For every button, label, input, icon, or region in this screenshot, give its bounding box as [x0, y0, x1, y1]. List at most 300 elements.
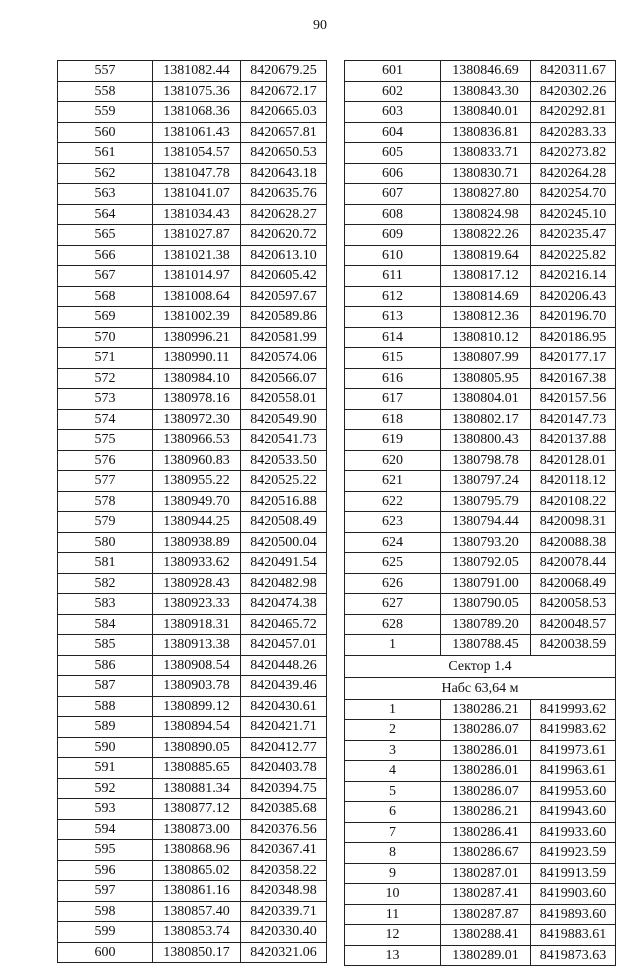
- y-coordinate-cell: 8420516.88: [241, 491, 327, 512]
- y-coordinate-cell: 8420339.71: [241, 901, 327, 922]
- point-number-cell: 614: [345, 327, 441, 348]
- table-row: [345, 184, 616, 205]
- point-number-cell: 599: [58, 922, 153, 943]
- y-coordinate-cell: 8420508.49: [241, 512, 327, 533]
- x-coordinate-cell: 1380793.20: [441, 532, 531, 553]
- x-coordinate-cell: 1380996.21: [153, 327, 241, 348]
- y-coordinate-cell: 8420283.33: [531, 122, 616, 143]
- point-number-cell: 567: [58, 266, 153, 287]
- point-number-cell: 565: [58, 225, 153, 246]
- x-coordinate-cell: 1380789.20: [441, 614, 531, 635]
- point-number-cell: 612: [345, 286, 441, 307]
- table-row: [58, 717, 327, 738]
- y-coordinate-cell: 8420147.73: [531, 409, 616, 430]
- table-row: [345, 594, 616, 615]
- point-number-cell: 564: [58, 204, 153, 225]
- x-coordinate-cell: 1380817.12: [441, 266, 531, 287]
- table-row: [345, 81, 616, 102]
- point-number-cell: 617: [345, 389, 441, 410]
- y-coordinate-cell: 8420482.98: [241, 573, 327, 594]
- x-coordinate-cell: 1380810.12: [441, 327, 531, 348]
- table-row: [58, 491, 327, 512]
- point-number-cell: 603: [345, 102, 441, 123]
- y-coordinate-cell: 8420643.18: [241, 163, 327, 184]
- x-coordinate-cell: 1381027.87: [153, 225, 241, 246]
- table-row: [345, 368, 616, 389]
- y-coordinate-cell: 8420118.12: [531, 471, 616, 492]
- sector-subtitle: Набс 63,64 м: [345, 677, 616, 699]
- table-row: [58, 594, 327, 615]
- table-row: [345, 532, 616, 553]
- table-row: [345, 348, 616, 369]
- x-coordinate-cell: 1380794.44: [441, 512, 531, 533]
- table-row: [58, 696, 327, 717]
- point-number-cell: 559: [58, 102, 153, 123]
- x-coordinate-cell: 1380289.01: [441, 945, 531, 966]
- x-coordinate-cell: 1380972.30: [153, 409, 241, 430]
- y-coordinate-cell: 8419923.59: [531, 843, 616, 864]
- table-row: [58, 799, 327, 820]
- x-coordinate-cell: 1381068.36: [153, 102, 241, 123]
- table-row: [58, 163, 327, 184]
- table-row: [58, 676, 327, 697]
- table-row: [345, 740, 616, 761]
- point-number-cell: 624: [345, 532, 441, 553]
- point-number-cell: 588: [58, 696, 153, 717]
- table-row: [345, 471, 616, 492]
- y-coordinate-cell: 8420620.72: [241, 225, 327, 246]
- y-coordinate-cell: 8419913.59: [531, 863, 616, 884]
- point-number-cell: 606: [345, 163, 441, 184]
- table-row: [58, 532, 327, 553]
- point-number-cell: 8: [345, 843, 441, 864]
- table-row: [345, 822, 616, 843]
- x-coordinate-cell: 1380868.96: [153, 840, 241, 861]
- x-coordinate-cell: 1380287.41: [441, 884, 531, 905]
- table-row: [345, 843, 616, 864]
- table-row: [58, 81, 327, 102]
- y-coordinate-cell: 8420541.73: [241, 430, 327, 451]
- point-number-cell: 620: [345, 450, 441, 471]
- table-row: [58, 614, 327, 635]
- point-number-cell: 6: [345, 802, 441, 823]
- table-row: [345, 430, 616, 451]
- x-coordinate-cell: 1380933.62: [153, 553, 241, 574]
- x-coordinate-cell: 1380955.22: [153, 471, 241, 492]
- x-coordinate-cell: 1380830.71: [441, 163, 531, 184]
- x-coordinate-cell: 1381054.57: [153, 143, 241, 164]
- point-number-cell: 586: [58, 655, 153, 676]
- table-row: [58, 122, 327, 143]
- point-number-cell: 626: [345, 573, 441, 594]
- point-number-cell: 573: [58, 389, 153, 410]
- point-number-cell: 592: [58, 778, 153, 799]
- y-coordinate-cell: 8419933.60: [531, 822, 616, 843]
- table-row: [58, 389, 327, 410]
- table-row: [345, 553, 616, 574]
- x-coordinate-cell: 1380824.98: [441, 204, 531, 225]
- x-coordinate-cell: 1380286.21: [441, 699, 531, 720]
- table-row: [58, 471, 327, 492]
- table-row: [345, 143, 616, 164]
- y-coordinate-cell: 8420254.70: [531, 184, 616, 205]
- point-number-cell: 613: [345, 307, 441, 328]
- x-coordinate-cell: 1380908.54: [153, 655, 241, 676]
- point-number-cell: 615: [345, 348, 441, 369]
- y-coordinate-cell: 8420216.14: [531, 266, 616, 287]
- point-number-cell: 570: [58, 327, 153, 348]
- point-number-cell: 7: [345, 822, 441, 843]
- table-row: [345, 450, 616, 471]
- y-coordinate-cell: 8420574.06: [241, 348, 327, 369]
- point-number-cell: 569: [58, 307, 153, 328]
- left-coordinates-table: [57, 60, 327, 963]
- point-number-cell: 598: [58, 901, 153, 922]
- y-coordinate-cell: 8420367.41: [241, 840, 327, 861]
- y-coordinate-cell: 8420457.01: [241, 635, 327, 656]
- point-number-cell: 601: [345, 61, 441, 82]
- table-row: [345, 389, 616, 410]
- point-number-cell: 582: [58, 573, 153, 594]
- y-coordinate-cell: 8420376.56: [241, 819, 327, 840]
- right-coordinates-table: [344, 60, 616, 966]
- table-row: [58, 245, 327, 266]
- y-coordinate-cell: 8420264.28: [531, 163, 616, 184]
- table-row: [58, 102, 327, 123]
- x-coordinate-cell: 1380877.12: [153, 799, 241, 820]
- x-coordinate-cell: 1380990.11: [153, 348, 241, 369]
- x-coordinate-cell: 1381014.97: [153, 266, 241, 287]
- table-row: [58, 327, 327, 348]
- point-number-cell: 627: [345, 594, 441, 615]
- x-coordinate-cell: 1380984.10: [153, 368, 241, 389]
- y-coordinate-cell: 8419973.61: [531, 740, 616, 761]
- point-number-cell: 593: [58, 799, 153, 820]
- x-coordinate-cell: 1381047.78: [153, 163, 241, 184]
- x-coordinate-cell: 1380286.67: [441, 843, 531, 864]
- x-coordinate-cell: 1380881.34: [153, 778, 241, 799]
- x-coordinate-cell: 1380288.41: [441, 925, 531, 946]
- point-number-cell: 12: [345, 925, 441, 946]
- table-row: [345, 925, 616, 946]
- table-row: [345, 61, 616, 82]
- table-row: [58, 266, 327, 287]
- y-coordinate-cell: 8420665.03: [241, 102, 327, 123]
- y-coordinate-cell: 8420137.88: [531, 430, 616, 451]
- y-coordinate-cell: 8420581.99: [241, 327, 327, 348]
- y-coordinate-cell: 8420167.38: [531, 368, 616, 389]
- point-number-cell: 608: [345, 204, 441, 225]
- table-row: [58, 184, 327, 205]
- table-row: [345, 863, 616, 884]
- point-number-cell: 619: [345, 430, 441, 451]
- point-number-cell: 596: [58, 860, 153, 881]
- y-coordinate-cell: 8420058.53: [531, 594, 616, 615]
- table-row: [345, 573, 616, 594]
- point-number-cell: 566: [58, 245, 153, 266]
- x-coordinate-cell: 1380286.01: [441, 761, 531, 782]
- table-row: [345, 945, 616, 966]
- y-coordinate-cell: 8420157.56: [531, 389, 616, 410]
- point-number-cell: 10: [345, 884, 441, 905]
- point-number-cell: 1: [345, 635, 441, 656]
- point-number-cell: 594: [58, 819, 153, 840]
- point-number-cell: 1: [345, 699, 441, 720]
- x-coordinate-cell: 1380899.12: [153, 696, 241, 717]
- x-coordinate-cell: 1381034.43: [153, 204, 241, 225]
- x-coordinate-cell: 1380966.53: [153, 430, 241, 451]
- table-row: [58, 655, 327, 676]
- y-coordinate-cell: 8420628.27: [241, 204, 327, 225]
- table-row: [345, 904, 616, 925]
- table-row: [58, 573, 327, 594]
- table-row: [345, 761, 616, 782]
- y-coordinate-cell: 8420613.10: [241, 245, 327, 266]
- y-coordinate-cell: 8420549.90: [241, 409, 327, 430]
- table-row: [58, 942, 327, 963]
- table-row: [345, 245, 616, 266]
- point-number-cell: 579: [58, 512, 153, 533]
- point-number-cell: 558: [58, 81, 153, 102]
- y-coordinate-cell: 8419963.61: [531, 761, 616, 782]
- table-row: [58, 758, 327, 779]
- y-coordinate-cell: 8420108.22: [531, 491, 616, 512]
- point-number-cell: 580: [58, 532, 153, 553]
- table-row: [58, 553, 327, 574]
- x-coordinate-cell: 1380843.30: [441, 81, 531, 102]
- table-row: [58, 840, 327, 861]
- y-coordinate-cell: 8420385.68: [241, 799, 327, 820]
- x-coordinate-cell: 1380798.78: [441, 450, 531, 471]
- point-number-cell: 616: [345, 368, 441, 389]
- table-row: [345, 102, 616, 123]
- y-coordinate-cell: 8420330.40: [241, 922, 327, 943]
- x-coordinate-cell: 1380791.00: [441, 573, 531, 594]
- point-number-cell: 622: [345, 491, 441, 512]
- point-number-cell: 2: [345, 720, 441, 741]
- table-row: [58, 881, 327, 902]
- point-number-cell: 572: [58, 368, 153, 389]
- y-coordinate-cell: 8420500.04: [241, 532, 327, 553]
- table-row: [58, 922, 327, 943]
- table-row: [345, 225, 616, 246]
- x-coordinate-cell: 1380903.78: [153, 676, 241, 697]
- y-coordinate-cell: 8420206.43: [531, 286, 616, 307]
- y-coordinate-cell: 8419993.62: [531, 699, 616, 720]
- point-number-cell: 621: [345, 471, 441, 492]
- y-coordinate-cell: 8420358.22: [241, 860, 327, 881]
- table-row: [58, 737, 327, 758]
- x-coordinate-cell: 1380797.24: [441, 471, 531, 492]
- x-coordinate-cell: 1380800.43: [441, 430, 531, 451]
- y-coordinate-cell: 8420421.71: [241, 717, 327, 738]
- table-row: [345, 409, 616, 430]
- y-coordinate-cell: 8420430.61: [241, 696, 327, 717]
- table-row: [345, 781, 616, 802]
- y-coordinate-cell: 8420412.77: [241, 737, 327, 758]
- point-number-cell: 602: [345, 81, 441, 102]
- y-coordinate-cell: 8420650.53: [241, 143, 327, 164]
- y-coordinate-cell: 8420311.67: [531, 61, 616, 82]
- table-row: [345, 204, 616, 225]
- x-coordinate-cell: 1380790.05: [441, 594, 531, 615]
- y-coordinate-cell: 8420657.81: [241, 122, 327, 143]
- y-coordinate-cell: 8420491.54: [241, 553, 327, 574]
- x-coordinate-cell: 1381002.39: [153, 307, 241, 328]
- x-coordinate-cell: 1380833.71: [441, 143, 531, 164]
- y-coordinate-cell: 8420048.57: [531, 614, 616, 635]
- point-number-cell: 577: [58, 471, 153, 492]
- x-coordinate-cell: 1381008.64: [153, 286, 241, 307]
- point-number-cell: 581: [58, 553, 153, 574]
- y-coordinate-cell: 8420038.59: [531, 635, 616, 656]
- table-row: [345, 635, 616, 656]
- x-coordinate-cell: 1380846.69: [441, 61, 531, 82]
- x-coordinate-cell: 1380850.17: [153, 942, 241, 963]
- y-coordinate-cell: 8420558.01: [241, 389, 327, 410]
- table-row: [58, 225, 327, 246]
- table-row: [58, 307, 327, 328]
- point-number-cell: 561: [58, 143, 153, 164]
- point-number-cell: 584: [58, 614, 153, 635]
- point-number-cell: 609: [345, 225, 441, 246]
- y-coordinate-cell: 8420177.17: [531, 348, 616, 369]
- x-coordinate-cell: 1380913.38: [153, 635, 241, 656]
- x-coordinate-cell: 1380873.00: [153, 819, 241, 840]
- point-number-cell: 578: [58, 491, 153, 512]
- table-row: [58, 430, 327, 451]
- y-coordinate-cell: 8420235.47: [531, 225, 616, 246]
- x-coordinate-cell: 1380805.95: [441, 368, 531, 389]
- point-number-cell: 574: [58, 409, 153, 430]
- y-coordinate-cell: 8420566.07: [241, 368, 327, 389]
- x-coordinate-cell: 1380928.43: [153, 573, 241, 594]
- table-row: [58, 635, 327, 656]
- table-row: [345, 884, 616, 905]
- x-coordinate-cell: 1380807.99: [441, 348, 531, 369]
- point-number-cell: 13: [345, 945, 441, 966]
- table-row: [58, 901, 327, 922]
- y-coordinate-cell: 8420078.44: [531, 553, 616, 574]
- point-number-cell: 9: [345, 863, 441, 884]
- point-number-cell: 571: [58, 348, 153, 369]
- y-coordinate-cell: 8420245.10: [531, 204, 616, 225]
- x-coordinate-cell: 1380865.02: [153, 860, 241, 881]
- x-coordinate-cell: 1381075.36: [153, 81, 241, 102]
- point-number-cell: 591: [58, 758, 153, 779]
- y-coordinate-cell: 8420292.81: [531, 102, 616, 123]
- x-coordinate-cell: 1380802.17: [441, 409, 531, 430]
- point-number-cell: 4: [345, 761, 441, 782]
- y-coordinate-cell: 8420186.95: [531, 327, 616, 348]
- x-coordinate-cell: 1380840.01: [441, 102, 531, 123]
- y-coordinate-cell: 8420597.67: [241, 286, 327, 307]
- sector-header-row: [345, 677, 616, 699]
- y-coordinate-cell: 8420088.38: [531, 532, 616, 553]
- sector-header-row: [345, 655, 616, 677]
- point-number-cell: 557: [58, 61, 153, 82]
- point-number-cell: 590: [58, 737, 153, 758]
- table-row: [345, 122, 616, 143]
- x-coordinate-cell: 1380286.21: [441, 802, 531, 823]
- y-coordinate-cell: 8420068.49: [531, 573, 616, 594]
- point-number-cell: 3: [345, 740, 441, 761]
- y-coordinate-cell: 8420474.38: [241, 594, 327, 615]
- y-coordinate-cell: 8420348.98: [241, 881, 327, 902]
- y-coordinate-cell: 8420403.78: [241, 758, 327, 779]
- x-coordinate-cell: 1381061.43: [153, 122, 241, 143]
- point-number-cell: 585: [58, 635, 153, 656]
- table-row: [58, 204, 327, 225]
- table-row: [345, 614, 616, 635]
- table-row: [58, 61, 327, 82]
- x-coordinate-cell: 1380286.01: [441, 740, 531, 761]
- x-coordinate-cell: 1380286.41: [441, 822, 531, 843]
- x-coordinate-cell: 1380287.87: [441, 904, 531, 925]
- table-row: [58, 143, 327, 164]
- point-number-cell: 563: [58, 184, 153, 205]
- y-coordinate-cell: 8420605.42: [241, 266, 327, 287]
- point-number-cell: 604: [345, 122, 441, 143]
- x-coordinate-cell: 1380960.83: [153, 450, 241, 471]
- y-coordinate-cell: 8420589.86: [241, 307, 327, 328]
- y-coordinate-cell: 8420672.17: [241, 81, 327, 102]
- x-coordinate-cell: 1380861.16: [153, 881, 241, 902]
- point-number-cell: 607: [345, 184, 441, 205]
- y-coordinate-cell: 8420321.06: [241, 942, 327, 963]
- table-row: [345, 699, 616, 720]
- table-row: [345, 307, 616, 328]
- x-coordinate-cell: 1380853.74: [153, 922, 241, 943]
- table-row: [345, 327, 616, 348]
- y-coordinate-cell: 8419873.63: [531, 945, 616, 966]
- x-coordinate-cell: 1380822.26: [441, 225, 531, 246]
- y-coordinate-cell: 8420098.31: [531, 512, 616, 533]
- table-row: [345, 512, 616, 533]
- y-coordinate-cell: 8419983.62: [531, 720, 616, 741]
- y-coordinate-cell: 8420302.26: [531, 81, 616, 102]
- table-row: [58, 512, 327, 533]
- table-row: [58, 819, 327, 840]
- x-coordinate-cell: 1380788.45: [441, 635, 531, 656]
- point-number-cell: 618: [345, 409, 441, 430]
- point-number-cell: 11: [345, 904, 441, 925]
- table-row: [345, 163, 616, 184]
- point-number-cell: 587: [58, 676, 153, 697]
- table-row: [58, 778, 327, 799]
- point-number-cell: 610: [345, 245, 441, 266]
- x-coordinate-cell: 1380287.01: [441, 863, 531, 884]
- y-coordinate-cell: 8420128.01: [531, 450, 616, 471]
- y-coordinate-cell: 8419903.60: [531, 884, 616, 905]
- table-row: [345, 266, 616, 287]
- x-coordinate-cell: 1380286.07: [441, 720, 531, 741]
- table-row: [58, 860, 327, 881]
- point-number-cell: 625: [345, 553, 441, 574]
- point-number-cell: 5: [345, 781, 441, 802]
- point-number-cell: 560: [58, 122, 153, 143]
- x-coordinate-cell: 1381082.44: [153, 61, 241, 82]
- x-coordinate-cell: 1380978.16: [153, 389, 241, 410]
- x-coordinate-cell: 1380894.54: [153, 717, 241, 738]
- point-number-cell: 575: [58, 430, 153, 451]
- y-coordinate-cell: 8420465.72: [241, 614, 327, 635]
- table-row: [345, 720, 616, 741]
- point-number-cell: 583: [58, 594, 153, 615]
- table-row: [345, 286, 616, 307]
- point-number-cell: 628: [345, 614, 441, 635]
- x-coordinate-cell: 1380938.89: [153, 532, 241, 553]
